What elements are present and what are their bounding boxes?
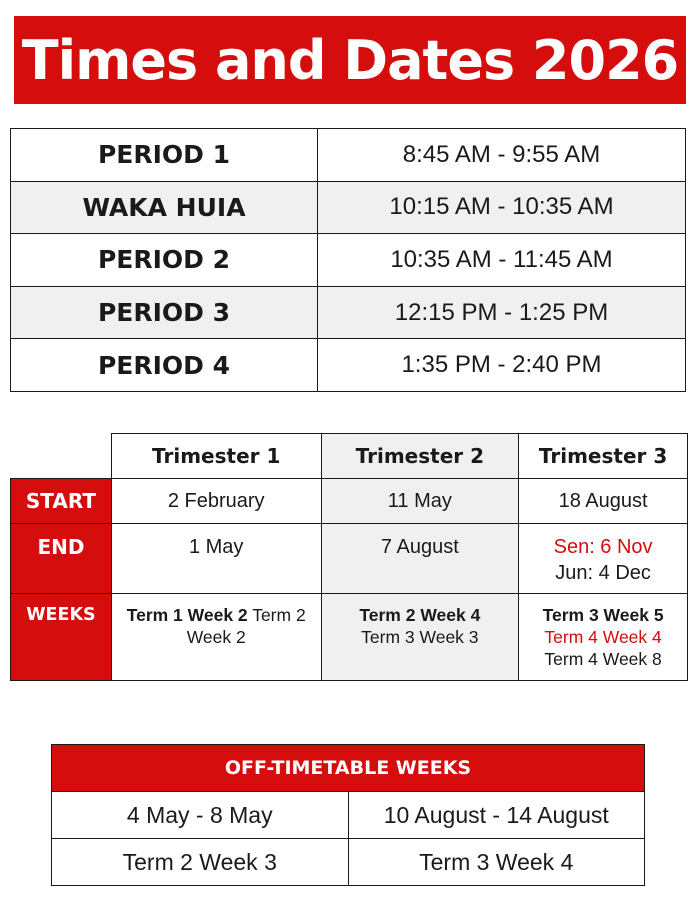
off-timetable-heading: OFF-TIMETABLE WEEKS	[52, 745, 645, 792]
period-time: 12:15 PM - 1:25 PM	[318, 286, 686, 339]
table-row	[52, 792, 645, 839]
period-label: PERIOD 4	[11, 339, 318, 392]
trimester-1-end: 1 May	[111, 524, 321, 594]
period-time: 8:45 AM - 9:55 AM	[318, 129, 686, 182]
weeks-red-text: Term 4 Week 4	[544, 627, 662, 647]
end-label: END	[11, 524, 112, 594]
weeks-bold-text: Term 2 Week 4	[359, 605, 481, 625]
period-label: PERIOD 2	[11, 234, 318, 287]
trimester-2-end: 7 August	[321, 524, 519, 594]
weeks-bold-text: Term 1 Week 2	[126, 605, 248, 625]
trimester-3-weeks	[519, 594, 688, 681]
off-timetable-table	[51, 744, 645, 886]
period-time: 10:35 AM - 11:45 AM	[318, 234, 686, 287]
trimester-3-start: 18 August	[519, 479, 688, 524]
off-timetable-date: 4 May - 8 May	[52, 792, 349, 839]
period-time: 1:35 PM - 2:40 PM	[318, 339, 686, 392]
period-times-table	[10, 128, 686, 392]
weeks-text: Term 3 Week 3	[361, 627, 479, 647]
weeks-bold-text: Term 3 Week 5	[542, 605, 664, 625]
period-time: 10:15 AM - 10:35 AM	[318, 181, 686, 234]
period-label: PERIOD 3	[11, 286, 318, 339]
trimester-table	[10, 433, 688, 681]
weeks-text: Term 4 Week 8	[544, 649, 662, 669]
trimester-3-end	[519, 524, 688, 594]
table-row	[11, 286, 686, 339]
trimester-3-header: Trimester 3	[519, 434, 688, 479]
start-row	[11, 479, 688, 524]
off-timetable-header-row	[52, 745, 645, 792]
page-title: Times and Dates 2026	[14, 16, 686, 104]
corner-cell	[11, 434, 112, 479]
senior-end-date: Sen: 6 Nov	[553, 536, 653, 558]
end-row	[11, 524, 688, 594]
off-timetable-term: Term 3 Week 4	[348, 839, 645, 886]
junior-end-date: Jun: 4 Dec	[555, 562, 651, 584]
table-row	[11, 181, 686, 234]
off-timetable-date: 10 August - 14 August	[348, 792, 645, 839]
period-label: PERIOD 1	[11, 129, 318, 182]
trimester-1-weeks	[111, 594, 321, 681]
table-row	[11, 234, 686, 287]
table-row	[11, 129, 686, 182]
period-label: WAKA HUIA	[11, 181, 318, 234]
table-row	[52, 839, 645, 886]
trimester-1-header: Trimester 1	[111, 434, 321, 479]
trimester-2-header: Trimester 2	[321, 434, 519, 479]
trimester-2-weeks	[321, 594, 519, 681]
weeks-label: WEEKS	[11, 594, 112, 681]
weeks-text: Term 2 Week 2	[186, 605, 306, 647]
table-row	[11, 339, 686, 392]
weeks-row	[11, 594, 688, 681]
trimester-header-row	[11, 434, 688, 479]
start-label: START	[11, 479, 112, 524]
off-timetable-term: Term 2 Week 3	[52, 839, 349, 886]
trimester-2-start: 11 May	[321, 479, 519, 524]
trimester-1-start: 2 February	[111, 479, 321, 524]
